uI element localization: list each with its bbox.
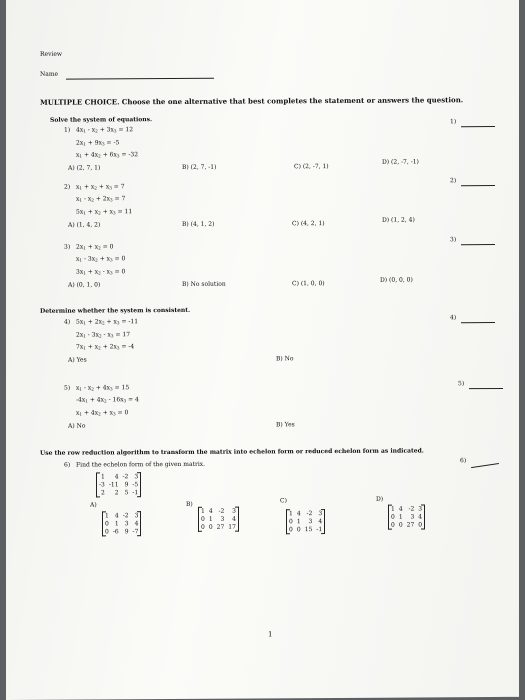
q4-option-b[interactable]: B) No — [276, 355, 294, 363]
q3-eq1: $2x_1 + x_2 = 0$ — [76, 243, 114, 251]
q4-answer-number: 4) — [450, 314, 457, 322]
matrix-cell: 0 — [398, 521, 403, 529]
q4-number: 4) — [64, 318, 71, 326]
q6-answer-number: 6) — [460, 457, 467, 465]
matrix-cell: 4 — [114, 512, 119, 520]
matrix-cell: -1 — [132, 489, 139, 497]
q6-option-d-label[interactable]: D) — [376, 495, 384, 503]
q2-eq1: $x_1 + x_2 + x_3 = 7$ — [76, 183, 125, 191]
matrix-cell: 2 — [114, 489, 119, 497]
q5-eq1: $x_1 - x_2 + 4x_3 = 15$ — [76, 384, 130, 392]
matrix-cell: 2 — [101, 489, 105, 497]
q5-answer-number: 5) — [458, 380, 465, 388]
q2-answer-blank[interactable] — [461, 185, 495, 186]
q6-option-a-matrix[interactable] — [102, 512, 141, 535]
q2-option-b[interactable]: B) (4, 1, 2) — [182, 220, 215, 228]
matrix-cell: 0 — [391, 513, 395, 521]
given-matrix — [96, 473, 141, 496]
matrix-cell: 27 — [406, 521, 415, 529]
q5-option-a[interactable]: A) No — [68, 422, 86, 430]
q2-option-c[interactable]: C) (4, 2, 1) — [292, 220, 325, 228]
q4-eq3: $7x_1 + x_2 + 2x_3 = -4$ — [76, 343, 135, 351]
page-number: 1 — [268, 630, 273, 639]
matrix-cell: 4 — [134, 520, 139, 528]
q4-option-a[interactable]: A) Yes — [68, 356, 87, 364]
q5-eq2: $-4x_1 + 4x_2 - 16x_3 = 4$ — [76, 396, 139, 404]
q2-eq2: $x_1 - x_2 + 2x_3 = 7$ — [76, 195, 126, 203]
q6-option-d-matrix[interactable] — [388, 505, 425, 528]
matrix-cell: -2 — [408, 505, 415, 513]
matrix-cell: 0 — [289, 526, 293, 534]
matrix-cell: 27 — [216, 523, 225, 531]
matrix-cell: 0 — [391, 521, 395, 529]
section-title-rest: Choose the one alternative that best completes the statement or answers the question. — [121, 95, 464, 107]
matrix-cell: 0 — [105, 520, 109, 528]
matrix-cell: 3 — [418, 505, 423, 513]
matrix-cell: -7 — [132, 528, 139, 536]
q5-answer-blank[interactable] — [469, 388, 503, 389]
q1-eq1: $4x_1 - x_2 + 3x_3 = 12$ — [76, 126, 134, 134]
q2-option-a[interactable]: A) (1, 4, 2) — [68, 221, 101, 229]
matrix-cell: 3 — [410, 513, 415, 521]
section-title-bold: MULTIPLE CHOICE. — [40, 97, 120, 107]
matrix-cell: 1 — [114, 520, 119, 528]
q3-answer-blank[interactable] — [461, 244, 495, 245]
matrix-cell: 4 — [318, 518, 323, 526]
section-subtitle: Solve the system of equations. — [50, 116, 153, 124]
q3-option-c[interactable]: C) (1, 0, 0) — [292, 280, 325, 288]
q6-option-b-matrix[interactable] — [198, 508, 239, 531]
matrix-cell: 9 — [124, 481, 129, 489]
matrix-cell: 1 — [208, 515, 213, 523]
matrix-cell: 4 — [418, 513, 423, 521]
q3-eq3: $3x_1 + x_2 - x_3 = 0$ — [76, 268, 126, 276]
q3-answer-number: 3) — [450, 236, 457, 244]
matrix-cell: 0 — [418, 521, 423, 529]
worksheet-page — [6, 0, 519, 700]
matrix-cell: 1 — [296, 518, 301, 526]
section-instructions — [40, 96, 463, 107]
q4-answer-blank[interactable] — [461, 322, 495, 323]
q1-eq2: $2x_1 + 9x_3 = -5$ — [76, 139, 120, 147]
name-label: Name — [40, 70, 59, 78]
matrix-cell: 5 — [124, 489, 129, 497]
q3-number: 3) — [64, 243, 71, 251]
matrix-cell: 3 — [134, 473, 139, 481]
q6-option-b-label[interactable]: B) — [186, 500, 193, 508]
q3-option-d[interactable]: D) (0, 0, 0) — [380, 276, 413, 284]
matrix-cell: 3 — [318, 510, 323, 518]
matrix-cell: -2 — [122, 512, 129, 520]
matrix-cell: -2 — [306, 510, 313, 518]
section2-title: Determine whether the system is consistent. — [40, 306, 191, 315]
q2-eq3: $5x_1 + x_2 + x_3 = 11$ — [76, 208, 133, 216]
matrix-cell: 1 — [201, 507, 205, 515]
matrix-cell: 4 — [232, 515, 236, 523]
section3-title: Use the row reduction algorithm to transform the matrix into echelon form or reduced echelon form as indicated. — [40, 447, 424, 457]
matrix-cell: 0 — [289, 518, 293, 526]
matrix-cell: 0 — [201, 515, 205, 523]
matrix-cell: -1 — [316, 526, 323, 534]
matrix-cell: -11 — [108, 481, 119, 489]
q6-option-c-label[interactable]: C) — [280, 497, 287, 505]
q2-answer-number: 2) — [450, 177, 457, 185]
matrix-cell: 1 — [105, 512, 109, 520]
q1-number: 1) — [64, 126, 71, 134]
matrix-cell: -3 — [99, 481, 105, 489]
matrix-cell: 3 — [220, 515, 225, 523]
q1-option-d[interactable]: D) (2, -7, -1) — [382, 158, 419, 166]
q6-number: 6) — [64, 461, 71, 469]
matrix-cell: 4 — [296, 510, 301, 518]
q1-option-b[interactable]: B) (2, 7, -1) — [182, 163, 217, 171]
q6-option-a-label[interactable]: A) — [90, 501, 97, 509]
matrix-cell: 15 — [304, 526, 313, 534]
q6-answer-blank[interactable] — [471, 463, 499, 468]
matrix-cell: 1 — [289, 510, 293, 518]
q2-option-d[interactable]: D) (1, 2, 4) — [382, 216, 415, 224]
q3-option-b[interactable]: B) No solution — [182, 280, 226, 288]
q4-eq2: $2x_1 - 3x_2 - x_3 = 17$ — [76, 331, 131, 339]
matrix-cell: 1 — [101, 473, 105, 481]
q6-option-c-matrix[interactable] — [286, 510, 325, 533]
matrix-cell: -6 — [112, 528, 119, 536]
q4-eq1: $5x_1 + 2x_2 + x_3 = -11$ — [76, 318, 139, 326]
q5-eq3: $x_1 + 4x_2 + x_3 = 0$ — [76, 409, 129, 417]
matrix-cell: 4 — [208, 507, 213, 515]
matrix-cell: -5 — [132, 481, 139, 489]
matrix-cell: -2 — [218, 507, 225, 515]
q1-eq3: $x_1 + 4x_2 + 6x_3 = -32$ — [76, 151, 139, 159]
matrix-cell: 4 — [398, 505, 403, 513]
matrix-cell: 0 — [105, 528, 109, 536]
q5-option-b[interactable]: B) Yes — [276, 421, 295, 429]
matrix-cell: 3 — [232, 507, 236, 515]
matrix-cell: 1 — [398, 513, 403, 521]
matrix-cell: 9 — [124, 528, 129, 536]
name-blank[interactable] — [66, 78, 214, 80]
matrix-cell: 17 — [228, 523, 236, 531]
matrix-cell: 1 — [391, 505, 395, 513]
q3-eq2: $x_1 - 3x_2 + x_3 = 0$ — [76, 255, 126, 263]
matrix-cell: -2 — [122, 473, 129, 481]
matrix-cell: 0 — [208, 523, 213, 531]
matrix-cell: 3 — [308, 518, 313, 526]
matrix-cell: 0 — [201, 523, 205, 531]
q1-option-a[interactable]: A) (2, 7, 1) — [68, 164, 101, 172]
q1-answer-blank[interactable] — [461, 126, 495, 127]
matrix-cell: 4 — [114, 473, 119, 481]
q1-option-c[interactable]: C) (2, -7, 1) — [294, 163, 329, 171]
q3-option-a[interactable]: A) (0, 1, 0) — [68, 281, 101, 289]
matrix-cell: 0 — [296, 526, 301, 534]
q2-number: 2) — [64, 183, 71, 191]
q5-number: 5) — [64, 384, 71, 392]
q1-answer-number: 1) — [450, 118, 457, 126]
matrix-cell: 3 — [124, 520, 129, 528]
review-heading: Review — [40, 50, 63, 58]
q6-prompt: Find the echelon form of the given matrix. — [76, 460, 206, 469]
matrix-cell: 3 — [134, 512, 139, 520]
